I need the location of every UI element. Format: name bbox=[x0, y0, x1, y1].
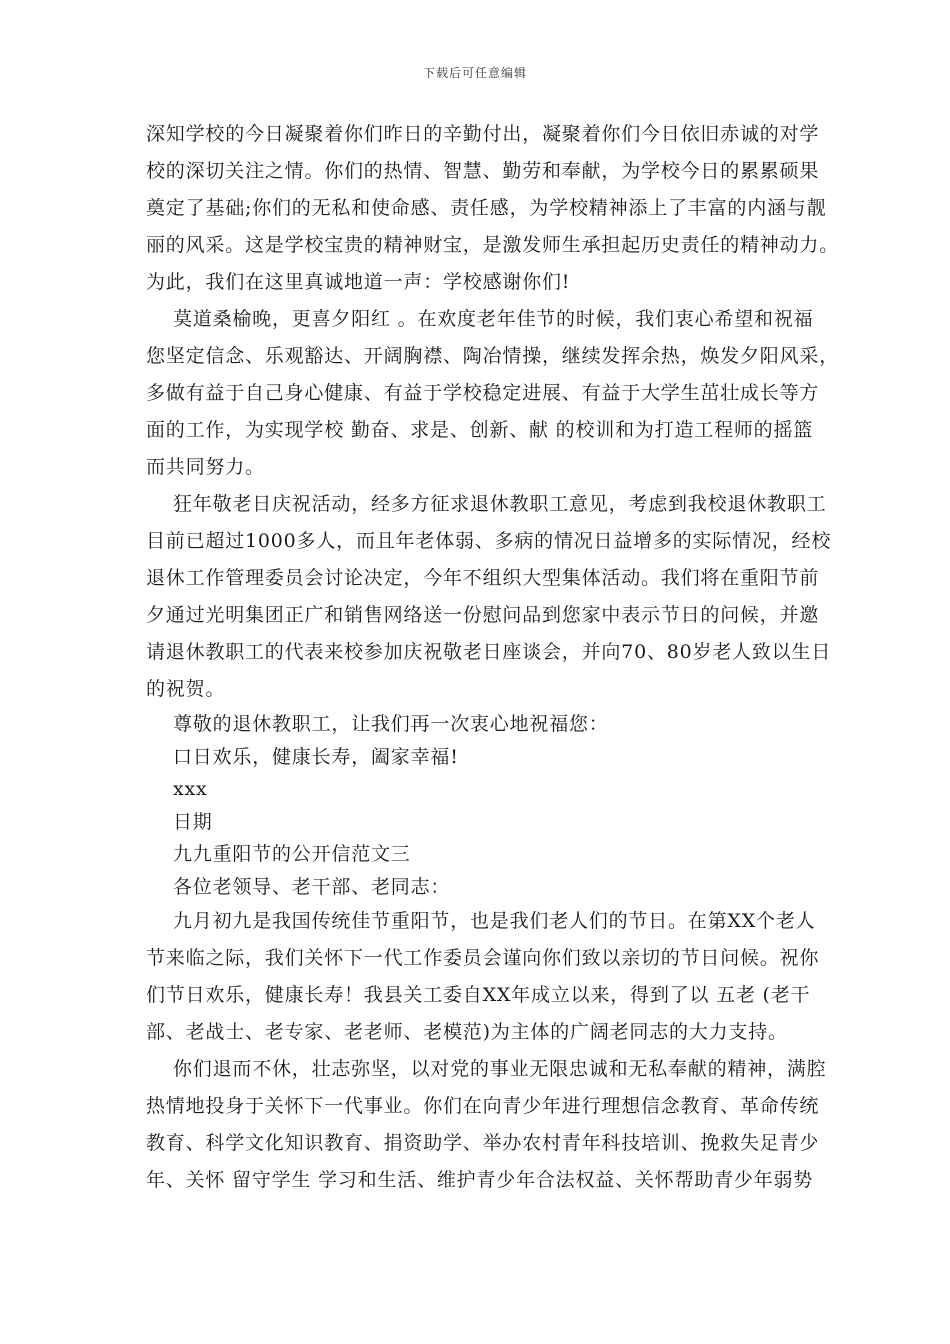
paragraph-thanks bbox=[146, 116, 840, 301]
text-line: 校的深切关注之情。你们的热情、智慧、勤劳和奉献，为学校今日的累累硕果 bbox=[146, 160, 820, 182]
text-line: 而共同努力。 bbox=[146, 456, 265, 478]
text-line: 请退休教职工的代表来校参加庆祝敬老日座谈会，并向70、80岁老人致以生日 bbox=[146, 641, 832, 663]
closing-greeting: 尊敬的退休教职工，让我们再一次衷心地祝福您： bbox=[173, 713, 609, 735]
text-line: 深知学校的今日凝聚着你们昨日的辛勤付出，凝聚着你们今日依旧赤诚的对学 bbox=[146, 123, 820, 145]
signature-name: xxx bbox=[173, 778, 208, 800]
text-line: 您坚定信念、乐观豁达、开阔胸襟、陶冶情操，继续发挥余热，焕发夕阳风采， bbox=[146, 345, 840, 367]
closing-blessing: 口日欢乐，健康长寿，阖家幸福! bbox=[173, 745, 459, 768]
paragraph-festival bbox=[146, 903, 826, 1051]
text-line: 为此，我们在这里真诚地道一声：学校感谢你们! bbox=[146, 271, 571, 293]
text-line: 热情地投身于关怀下一代事业。你们在向青少年进行理想信念教育、革命传统 bbox=[146, 1095, 820, 1117]
page-header-note: 下载后可任意编辑 bbox=[422, 66, 527, 80]
text-line: 的祝贺。 bbox=[146, 678, 226, 700]
text-line: 教育、科学文化知识教育、捐资助学、举办农村青年科技培训、挽救失足青少 bbox=[146, 1132, 820, 1154]
text-line: 丽的风采。这是学校宝贵的精神财宝，是激发师生承担起历史责任的精神动力。 bbox=[146, 234, 840, 256]
text-line: 九月初九是我国传统佳节重阳节，也是我们老人们的节日。在第XX个老人 bbox=[173, 910, 816, 932]
text-line: 部、老战士、老专家、老老师、老模范)为主体的广阔老同志的大力支持。 bbox=[146, 1021, 788, 1043]
text-line: 莫道桑榆晚，更喜夕阳红 。在欢度老年佳节的时候，我们衷心希望和祝福 bbox=[173, 308, 814, 330]
signature-date: 日期 bbox=[173, 810, 213, 833]
text-line: 你们退而不休，壮志弥坚，以对党的事业无限忠诚和无私奉献的精神，满腔 bbox=[173, 1058, 827, 1080]
document-body bbox=[146, 116, 840, 1199]
salutation: 各位老领导、老干部、老同志： bbox=[173, 875, 451, 898]
text-line: 奠定了基础;你们的无私和使命感、责任感，为学校精神添上了丰富的内涵与靓 bbox=[146, 197, 827, 219]
text-line: 夕通过光明集团正广和销售网络送一份慰问品到您家中表示节日的问候，并邀 bbox=[146, 604, 820, 626]
paragraph-activity bbox=[146, 486, 832, 708]
text-line: 目前已超过1000多人，而且年老体弱、多病的情况日益增多的实际情况，经校 bbox=[146, 530, 832, 552]
text-line: 退休工作管理委员会讨论决定，今年不组织大型集体活动。我们将在重阳节前 bbox=[146, 567, 820, 589]
text-line: 面的工作，为实现学校 勤奋、求是、创新、献 的校训和为打造工程师的摇篮 bbox=[146, 419, 814, 441]
text-line: 年、关怀 留守学生 学习和生活、维护青少年合法权益、关怀帮助青少年弱势 bbox=[146, 1169, 814, 1191]
text-line: 狂年敬老日庆祝活动，经多方征求退休教职工意见，考虑到我校退休教职工 bbox=[173, 493, 827, 515]
text-line: 多做有益于自己身心健康、有益于学校稳定进展、有益于大学生茁壮成长等方 bbox=[146, 382, 820, 404]
paragraph-dedication bbox=[146, 1051, 826, 1199]
text-line: 节来临之际，我们关怀下一代工作委员会谨向你们致以亲切的节日问候。祝你 bbox=[146, 947, 820, 969]
section-title: 九九重阳节的公开信范文三 bbox=[173, 843, 411, 865]
text-line: 们节日欢乐，健康长寿！我县关工委自XX年成立以来，得到了以 五老 (老干 bbox=[146, 984, 811, 1006]
paragraph-wishes bbox=[146, 301, 840, 486]
